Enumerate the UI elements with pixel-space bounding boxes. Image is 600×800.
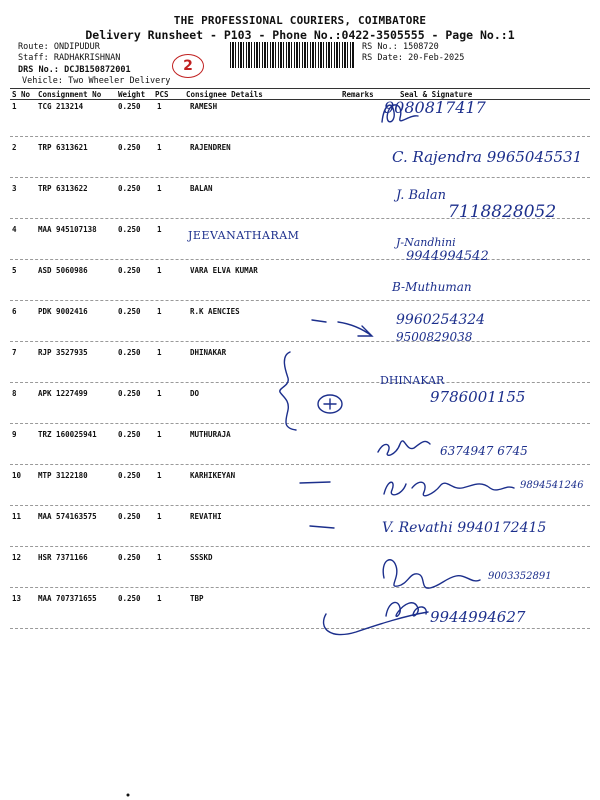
- col-header-consignee: Consignee Details: [186, 90, 263, 99]
- vehicle-value: Two Wheeler Delivery: [68, 76, 171, 86]
- cell-weight: 0.250: [118, 430, 141, 439]
- cell-pcs: 1: [157, 184, 162, 193]
- col-header-sno: S No: [12, 90, 31, 99]
- cell-pcs: 1: [157, 307, 162, 316]
- cell-sno: 12: [12, 553, 22, 562]
- handwriting-row2: C. Rajendra 9965045531: [392, 148, 583, 166]
- rs-date-value: 20-Feb-2025: [408, 53, 465, 63]
- cell-sno: 2: [12, 143, 17, 152]
- col-header-remarks: Remarks: [342, 90, 374, 99]
- cell-consignee: SSSKD: [190, 553, 213, 562]
- cell-sno: 7: [12, 348, 17, 357]
- stray-dot: [127, 794, 130, 797]
- cell-consignee: R.K AENCIES: [190, 307, 240, 316]
- circled-page-mark: 2: [172, 54, 204, 78]
- cell-consignment-no: TRP 6313621: [38, 143, 88, 152]
- col-header-pcs: PCS: [155, 90, 169, 99]
- cell-pcs: 1: [157, 266, 162, 275]
- signature-row10-scribble: [384, 482, 514, 496]
- cell-pcs: 1: [157, 471, 162, 480]
- signature-row1-scribble: [382, 105, 418, 122]
- cell-weight: 0.250: [118, 553, 141, 562]
- staff-label: Staff:: [18, 53, 49, 63]
- cell-weight: 0.250: [118, 102, 141, 111]
- bracket-row7-8: [280, 352, 296, 430]
- cell-weight: 0.250: [118, 512, 141, 521]
- dash-row11: [310, 526, 334, 528]
- route-label: Route:: [18, 42, 49, 52]
- cell-weight: 0.250: [118, 307, 141, 316]
- handwriting-row6-phone2: 9500829038: [396, 330, 473, 344]
- handwriting-row6-phone1: 9960254324: [396, 312, 486, 328]
- signature-row9-scribble: [378, 441, 430, 455]
- company-title: THE PROFESSIONAL COURIERS, COIMBATORE: [173, 14, 427, 27]
- cell-pcs: 1: [157, 512, 162, 521]
- cell-pcs: 1: [157, 594, 162, 603]
- cell-consignee: REVATHI: [190, 512, 222, 521]
- handwriting-row12-phone: 9003352891: [488, 571, 552, 582]
- handwriting-row7-phone: 9786001155: [430, 388, 526, 406]
- underline-row6: [312, 320, 326, 322]
- cell-weight: 0.250: [118, 266, 141, 275]
- cell-consignment-no: TCG 213214: [38, 102, 84, 111]
- handwriting-row10-phone: 9894541246: [520, 480, 584, 491]
- cell-consignee: BALAN: [190, 184, 213, 193]
- cell-consignment-no: MAA 945107138: [38, 225, 97, 234]
- col-header-signature: Seal & Signature: [400, 90, 473, 99]
- vehicle-label: Vehicle:: [22, 76, 63, 86]
- cell-pcs: 1: [157, 430, 162, 439]
- rs-no-label: RS No.:: [362, 42, 398, 52]
- cell-sno: 9: [12, 430, 17, 439]
- handwriting-row11-sign: V. Revathi 9940172415: [382, 520, 547, 536]
- rs-date-label: RS Date:: [362, 53, 403, 63]
- cell-consignee: KARHIKEYAN: [190, 471, 236, 480]
- handwriting-row3-name: J. Balan: [396, 188, 447, 203]
- cell-sno: 6: [12, 307, 17, 316]
- handwriting-row1: 9080817417: [384, 98, 486, 117]
- cell-weight: 0.250: [118, 348, 141, 357]
- cell-consignee: VARA ELVA KUMAR: [190, 266, 258, 275]
- cell-weight: 0.250: [118, 389, 141, 398]
- col-header-consignment: Consignment No: [38, 90, 102, 99]
- cell-pcs: 1: [157, 102, 162, 111]
- cell-weight: 0.250: [118, 143, 141, 152]
- handwriting-row3-phone: 7118828052: [448, 202, 557, 222]
- cell-consignee: DO: [190, 389, 200, 398]
- cell-consignee: RAMESH: [190, 102, 218, 111]
- handwriting-row4-phone: 9944994542: [406, 249, 489, 264]
- cell-pcs: 1: [157, 389, 162, 398]
- cell-consignment-no: APK 1227499: [38, 389, 88, 398]
- cell-consignee: MUTHURAJA: [190, 430, 231, 439]
- cell-consignment-no: TRZ 160025941: [38, 430, 97, 439]
- cell-pcs: 1: [157, 348, 162, 357]
- cell-consignment-no: RJP 3527935: [38, 348, 88, 357]
- cell-consignment-no: PDK 9002416: [38, 307, 88, 316]
- route-value: ONDIPUDUR: [53, 42, 100, 52]
- cell-consignment-no: MTP 3122180: [38, 471, 88, 480]
- cell-consignment-no: MAA 574163575: [38, 512, 97, 521]
- handwriting-row5-sign: B-Muthuman: [392, 280, 472, 294]
- drs-value: DCJB150872001: [64, 65, 131, 75]
- cell-sno: 5: [12, 266, 17, 275]
- cell-sno: 10: [12, 471, 22, 480]
- rs-no-value: 1508720: [402, 42, 439, 52]
- runsheet-subtitle: Delivery Runsheet - P103 - Phone No.:0422-3505555 - Page No.:1: [85, 28, 515, 42]
- handwriting-row9-phone: 6374947 6745: [440, 444, 528, 458]
- drs-label: DRS No.:: [18, 65, 59, 75]
- cell-sno: 8: [12, 389, 17, 398]
- cell-pcs: 1: [157, 553, 162, 562]
- cell-consignee: RAJENDREN: [190, 143, 231, 152]
- cell-pcs: 1: [157, 225, 162, 234]
- staff-value: RADHAKRISHNAN: [53, 53, 121, 63]
- cell-consignment-no: MAA 707371655: [38, 594, 97, 603]
- signature-row12-scribble: [383, 560, 480, 588]
- handwriting-row4-consignee: JEEVANATHARAM: [188, 229, 300, 242]
- plus-mark-row8: [324, 399, 336, 409]
- cell-weight: 0.250: [118, 471, 141, 480]
- cell-sno: 13: [12, 594, 22, 603]
- arrow-row6: [338, 322, 372, 336]
- cell-sno: 3: [12, 184, 17, 193]
- signature-row13-scribble: [386, 602, 426, 616]
- cell-weight: 0.250: [118, 184, 141, 193]
- cell-consignment-no: ASD 5060986: [38, 266, 88, 275]
- cell-weight: 0.250: [118, 225, 141, 234]
- long-stroke-bottom: [324, 612, 428, 635]
- handwriting-row13-phone: 9944994627: [430, 608, 526, 626]
- cell-sno: 11: [12, 512, 22, 521]
- cell-consignment-no: TRP 6313622: [38, 184, 88, 193]
- handwriting-row7-sign: DHINAKAR: [380, 374, 445, 387]
- cell-pcs: 1: [157, 143, 162, 152]
- col-header-weight: Weight: [118, 90, 146, 99]
- cell-consignee: DHINAKAR: [190, 348, 227, 357]
- cell-sno: 4: [12, 225, 17, 234]
- dash-row10: [300, 482, 330, 483]
- cell-consignment-no: HSR 7371166: [38, 553, 88, 562]
- cell-consignee: TBP: [190, 594, 204, 603]
- handwriting-row4-sign: J-Nandhini: [396, 236, 456, 249]
- cell-sno: 1: [12, 102, 17, 111]
- cell-weight: 0.250: [118, 594, 141, 603]
